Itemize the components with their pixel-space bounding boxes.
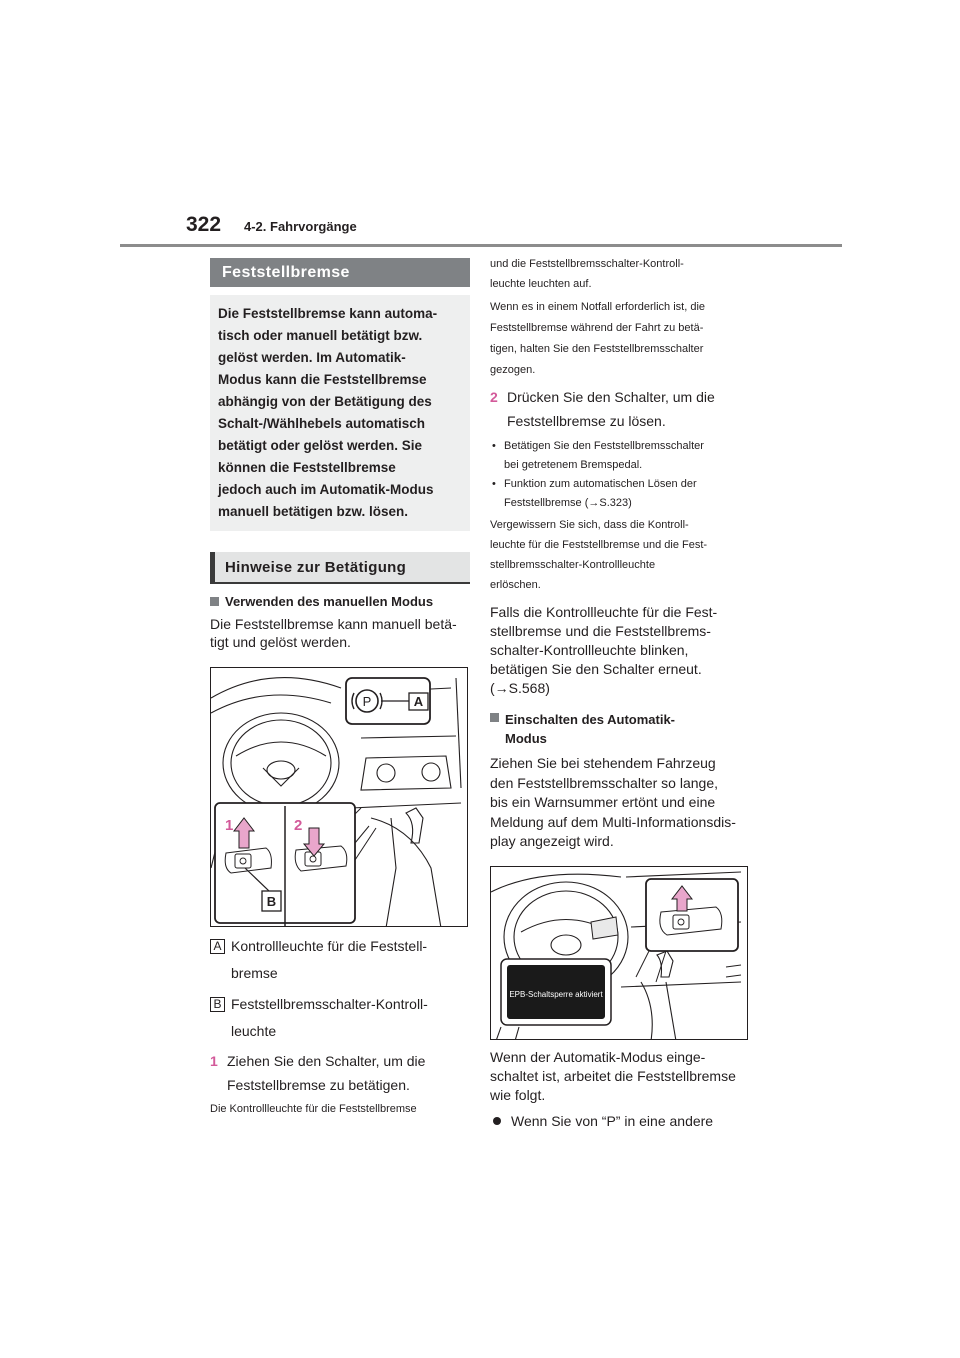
small-bullet-item [490, 475, 752, 513]
sub-heading-label: Hinweise zur Betätigung [225, 558, 407, 576]
intro-line: Schalt-/Wählhebels automatisch [218, 416, 426, 431]
section-label: 4-2. Fahrvorgänge [244, 219, 357, 234]
bullet-dot-icon: • [492, 478, 496, 490]
intro-line: gelöst werden. Im Automatik- [218, 350, 406, 365]
main-heading: Feststellbremse [210, 258, 470, 287]
continued-line: und die Feststellbremsschalter-Kontroll- [490, 258, 684, 270]
figure-auto-mode [490, 866, 748, 1040]
left-column [210, 258, 470, 1119]
step-1-text: Ziehen Sie den Schalter, um die [227, 1053, 426, 1069]
verify-line: erlöschen. [490, 579, 541, 591]
topic-auto-label: Modus [505, 731, 547, 746]
emergency-line: gezogen. [490, 364, 536, 376]
verify-line: stellbremsschalter-Kontrollleuchte [490, 559, 656, 571]
topic-auto-label: Einschalten des Automatik- [505, 712, 675, 727]
right-column [490, 254, 752, 1131]
after-paragraph [490, 1048, 752, 1105]
intro-line: betätigt oder gelöst werden. Sie [218, 438, 423, 453]
intro-line: jedoch auch im Automatik-Modus [218, 482, 434, 497]
step-number-2: 2 [294, 817, 303, 834]
step-1 [210, 1049, 470, 1097]
bullet-dot-icon: • [492, 440, 496, 452]
emergency-line: Wenn es in einem Notfall erforderlich ist, die [490, 301, 706, 313]
intro-box [210, 295, 470, 531]
step-2 [490, 385, 752, 433]
blink-line: (→S.568) [490, 680, 550, 696]
auto-line: play angezeigt wird. [490, 833, 614, 849]
intro-line: tisch oder manuell betätigt bzw. [218, 328, 423, 343]
small-bullet-item [490, 437, 752, 475]
step-1-note: Die Kontrollleuchte für die Feststellbremse [210, 1103, 417, 1115]
small-bullet-text: Feststellbremse (→S.323) [504, 497, 632, 509]
legend-text: Kontrollleuchte für die Feststell- [231, 938, 428, 954]
emergency-note [490, 297, 752, 381]
manual-text-line: tigt und gelöst werden. [210, 634, 351, 650]
callout-a: A [413, 694, 424, 709]
square-bullet-icon [490, 713, 499, 722]
sub-heading-rule [210, 582, 470, 584]
topic-manual-mode [210, 594, 470, 609]
blink-line: betätigen Sie den Schalter erneut. [490, 661, 702, 677]
step-2-number: 2 [490, 389, 498, 405]
blink-line: stellbremse und die Feststellbrems- [490, 623, 711, 639]
legend-text: Feststellbremsschalter-Kontroll- [231, 996, 428, 1012]
after-line: schaltet ist, arbeitet die Feststellbremse [490, 1067, 736, 1084]
continued-text [490, 254, 752, 294]
auto-mode-illustration [491, 867, 748, 1040]
after-line: Wenn der Automatik-Modus einge- [490, 1048, 706, 1065]
intro-line: Die Feststellbremse kann automa- [218, 306, 438, 321]
p-symbol: P [362, 694, 372, 709]
auto-line: den Feststellbremsschalter so lange, [490, 774, 718, 791]
auto-line: Meldung auf dem Multi-Informationsdis- [490, 813, 736, 830]
callout-b: B [266, 894, 277, 909]
blink-line: schalter-Kontrollleuchte blinken, [490, 642, 689, 658]
emergency-line: tigen, halten Sie den Feststellbremsschalter [490, 343, 704, 355]
topic-manual-label: Verwenden des manuellen Modus [225, 594, 434, 609]
after-line: wie folgt. [490, 1086, 546, 1103]
blink-paragraph [490, 603, 752, 698]
intro-line: können die Feststellbremse [218, 460, 396, 475]
manual-text-line: Die Feststellbremse kann manuell betä- [210, 616, 457, 632]
legend-item-a [210, 933, 470, 987]
small-bullet-text: bei getretenem Bremspedal. [504, 459, 643, 471]
legend-key-b: B [210, 997, 225, 1012]
page-number: 322 [186, 213, 222, 236]
step-1-number: 1 [210, 1053, 218, 1069]
display-message: EPB-Schaltsperre aktiviert [509, 989, 603, 999]
verify-line: leuchte für die Feststellbremse und die Fest- [490, 539, 708, 551]
bullet-p-text: Wenn Sie von “P” in eine andere [511, 1112, 714, 1129]
intro-line: abhängig von der Betätigung des [218, 394, 432, 409]
legend-text: leuchte [231, 1023, 277, 1039]
small-bullet-text: Betätigen Sie den Feststellbremsschalter [504, 440, 704, 452]
continued-line: leuchte leuchten auf. [490, 278, 592, 290]
auto-line: Ziehen Sie bei stehendem Fahrzeug [490, 755, 716, 771]
verify-note [490, 515, 752, 595]
topic-auto-mode [490, 710, 752, 748]
small-bullet-text: Funktion zum automatischen Lösen der [504, 478, 697, 490]
verify-line: Vergewissern Sie sich, dass die Kontroll- [490, 519, 689, 531]
intro-line: Modus kann die Feststellbremse [218, 372, 427, 387]
step-2-text: Drücken Sie den Schalter, um die [507, 389, 715, 405]
auto-line: bis ein Warnsummer ertönt und eine [490, 794, 716, 810]
legend-key-a: A [210, 939, 225, 954]
step-number-1: 1 [225, 817, 234, 834]
sub-heading [210, 552, 470, 582]
step-2-text: Feststellbremse zu lösen. [507, 413, 666, 429]
emergency-line: Feststellbremse während der Fahrt zu betä- [490, 322, 704, 334]
step-1-text: Feststellbremse zu betätigen. [227, 1077, 410, 1093]
blink-line: Falls die Kontrollleuchte für die Fest- [490, 604, 718, 620]
figure-parking-brake-switch [210, 667, 468, 927]
bullet-circle-icon [493, 1117, 501, 1125]
manual-text [210, 615, 470, 651]
auto-paragraph [490, 754, 752, 852]
square-bullet-icon [210, 597, 219, 606]
small-bullets [490, 437, 752, 513]
dashboard-illustration [211, 668, 468, 927]
header-divider [120, 244, 842, 247]
legend-text: bremse [231, 965, 278, 981]
intro-line: manuell betätigen bzw. lösen. [218, 504, 409, 519]
legend-item-b [210, 991, 470, 1045]
bullet-p-shift [490, 1111, 752, 1131]
